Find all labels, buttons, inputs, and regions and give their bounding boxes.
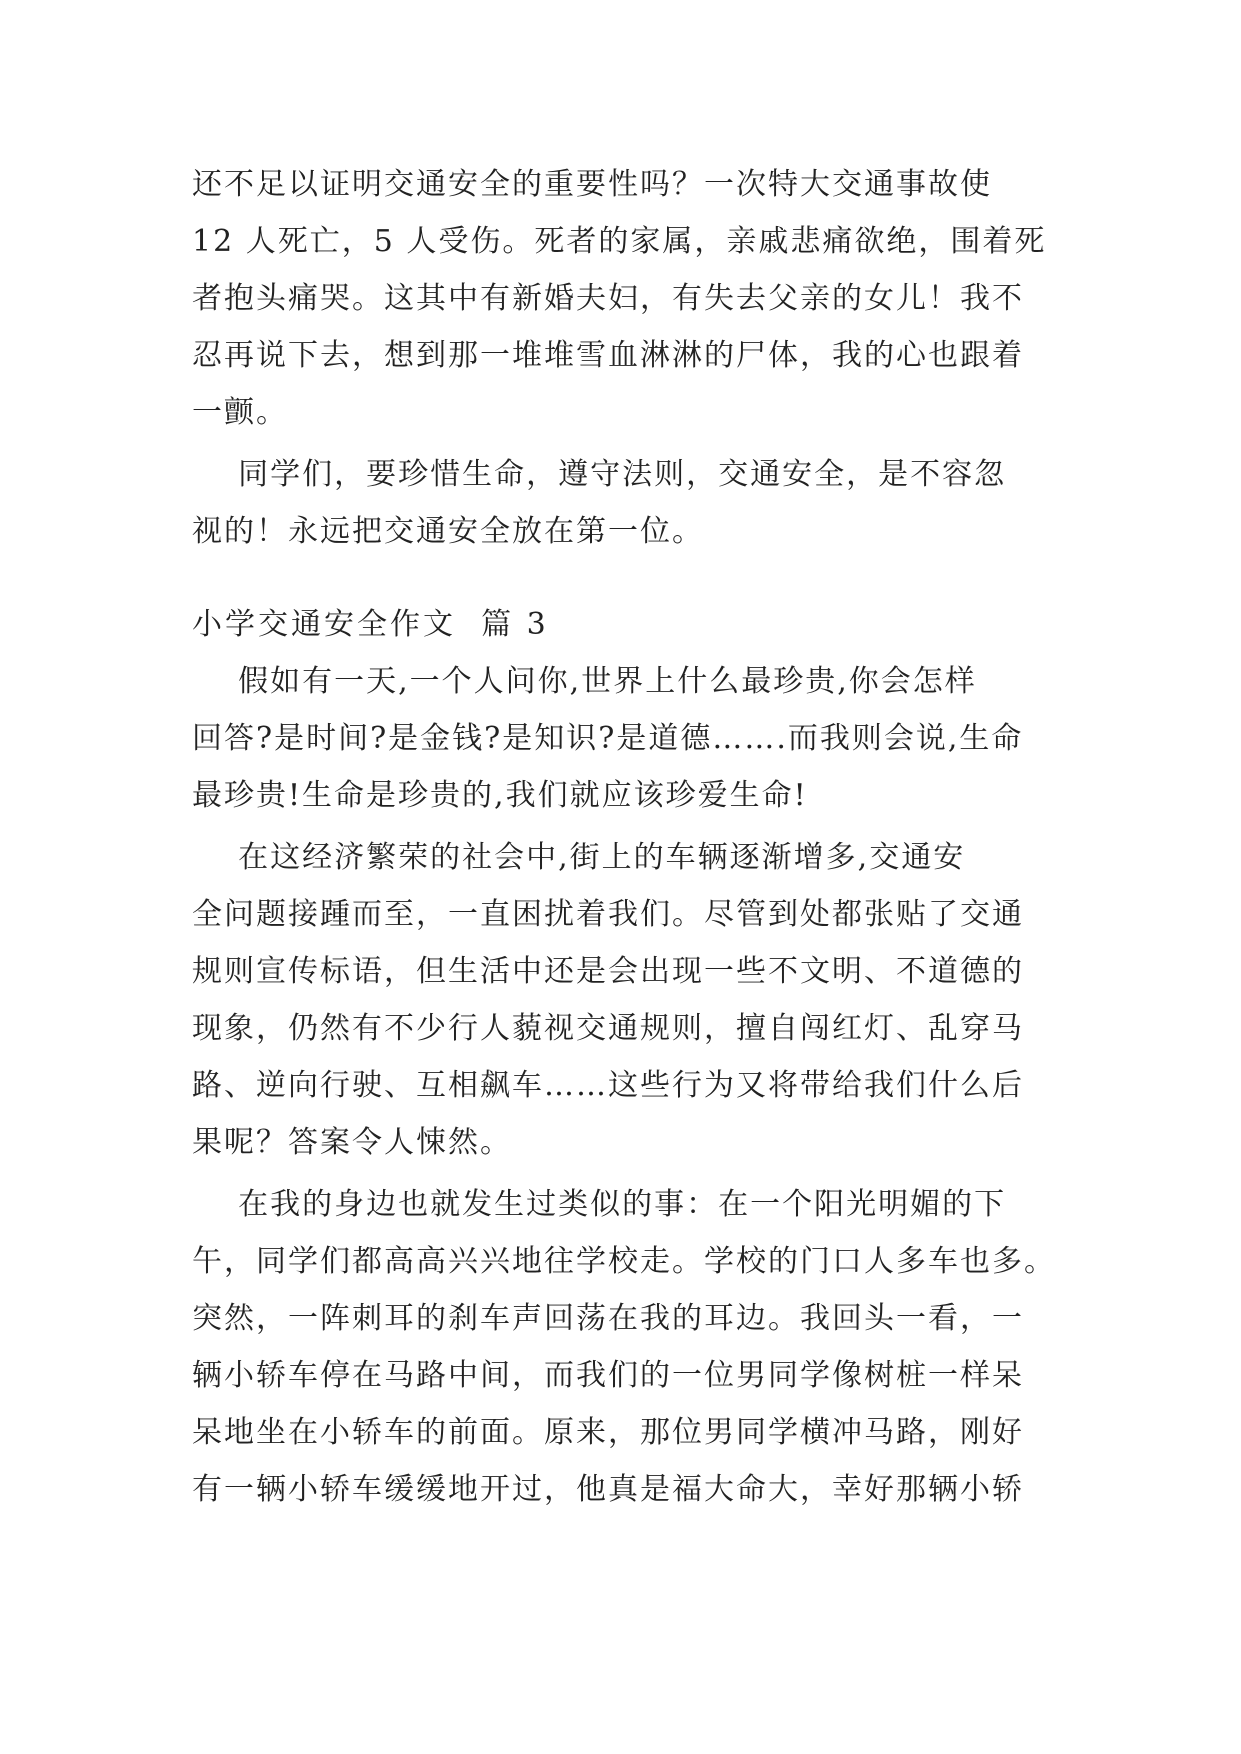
paragraph-line: 一颤。 — [192, 395, 288, 430]
paragraph-line: 回答?是时间?是金钱?是知识?是道德…….而我则会说,生命 — [192, 721, 1024, 756]
paragraph-line: 路、逆向行驶、互相飙车……这些行为又将带给我们什么后 — [192, 1068, 1024, 1103]
paragraph-line: 呆地坐在小轿车的前面。原来，那位男同学横冲马路，刚好 — [192, 1415, 1024, 1450]
paragraph-line: 者抱头痛哭。这其中有新婚夫妇，有失去父亲的女儿！我不 — [192, 281, 1024, 316]
paragraph-line: 视的！永远把交通安全放在第一位。 — [192, 514, 704, 549]
paragraph-line: 有一辆小轿车缓缓地开过，他真是福大命大，幸好那辆小轿 — [192, 1472, 1024, 1507]
paragraph-line: 还不足以证明交通安全的重要性吗？一次特大交通事故使 — [192, 167, 992, 202]
paragraph-line: 在我的身边也就发生过类似的事：在一个阳光明媚的下 — [192, 1187, 1007, 1222]
paragraph-line: 假如有一天,一个人问你,世界上什么最珍贵,你会怎样 — [192, 664, 977, 699]
paragraph-line: 忍再说下去，想到那一堆堆雪血淋淋的尸体，我的心也跟着 — [192, 338, 1024, 373]
section-title: 小学交通安全作文 篇 3 — [192, 607, 549, 642]
paragraph-line: 突然，一阵刺耳的刹车声回荡在我的耳边。我回头一看，一 — [192, 1301, 1024, 1336]
paragraph-line: 同学们，要珍惜生命，遵守法则，交通安全，是不容忽 — [192, 457, 1007, 492]
paragraph-line: 辆小轿车停在马路中间，而我们的一位男同学像树桩一样呆 — [192, 1358, 1024, 1393]
paragraph-line: 规则宣传标语，但生活中还是会出现一些不文明、不道德的 — [192, 954, 1024, 989]
paragraph-line: 12 人死亡，5 人受伤。死者的家属，亲戚悲痛欲绝，围着死 — [192, 224, 1047, 259]
paragraph-line: 午，同学们都高高兴兴地往学校走。学校的门口人多车也多。 — [192, 1244, 1056, 1279]
paragraph-line: 全问题接踵而至，一直困扰着我们。尽管到处都张贴了交通 — [192, 897, 1024, 932]
paragraph-line: 最珍贵!生命是珍贵的,我们就应该珍爱生命! — [192, 778, 808, 813]
paragraph-line: 果呢？答案令人悚然。 — [192, 1125, 512, 1160]
paragraph-line: 现象，仍然有不少行人藐视交通规则，擅自闯红灯、乱穿马 — [192, 1011, 1024, 1046]
paragraph-line: 在这经济繁荣的社会中,街上的车辆逐渐增多,交通安 — [192, 840, 966, 875]
